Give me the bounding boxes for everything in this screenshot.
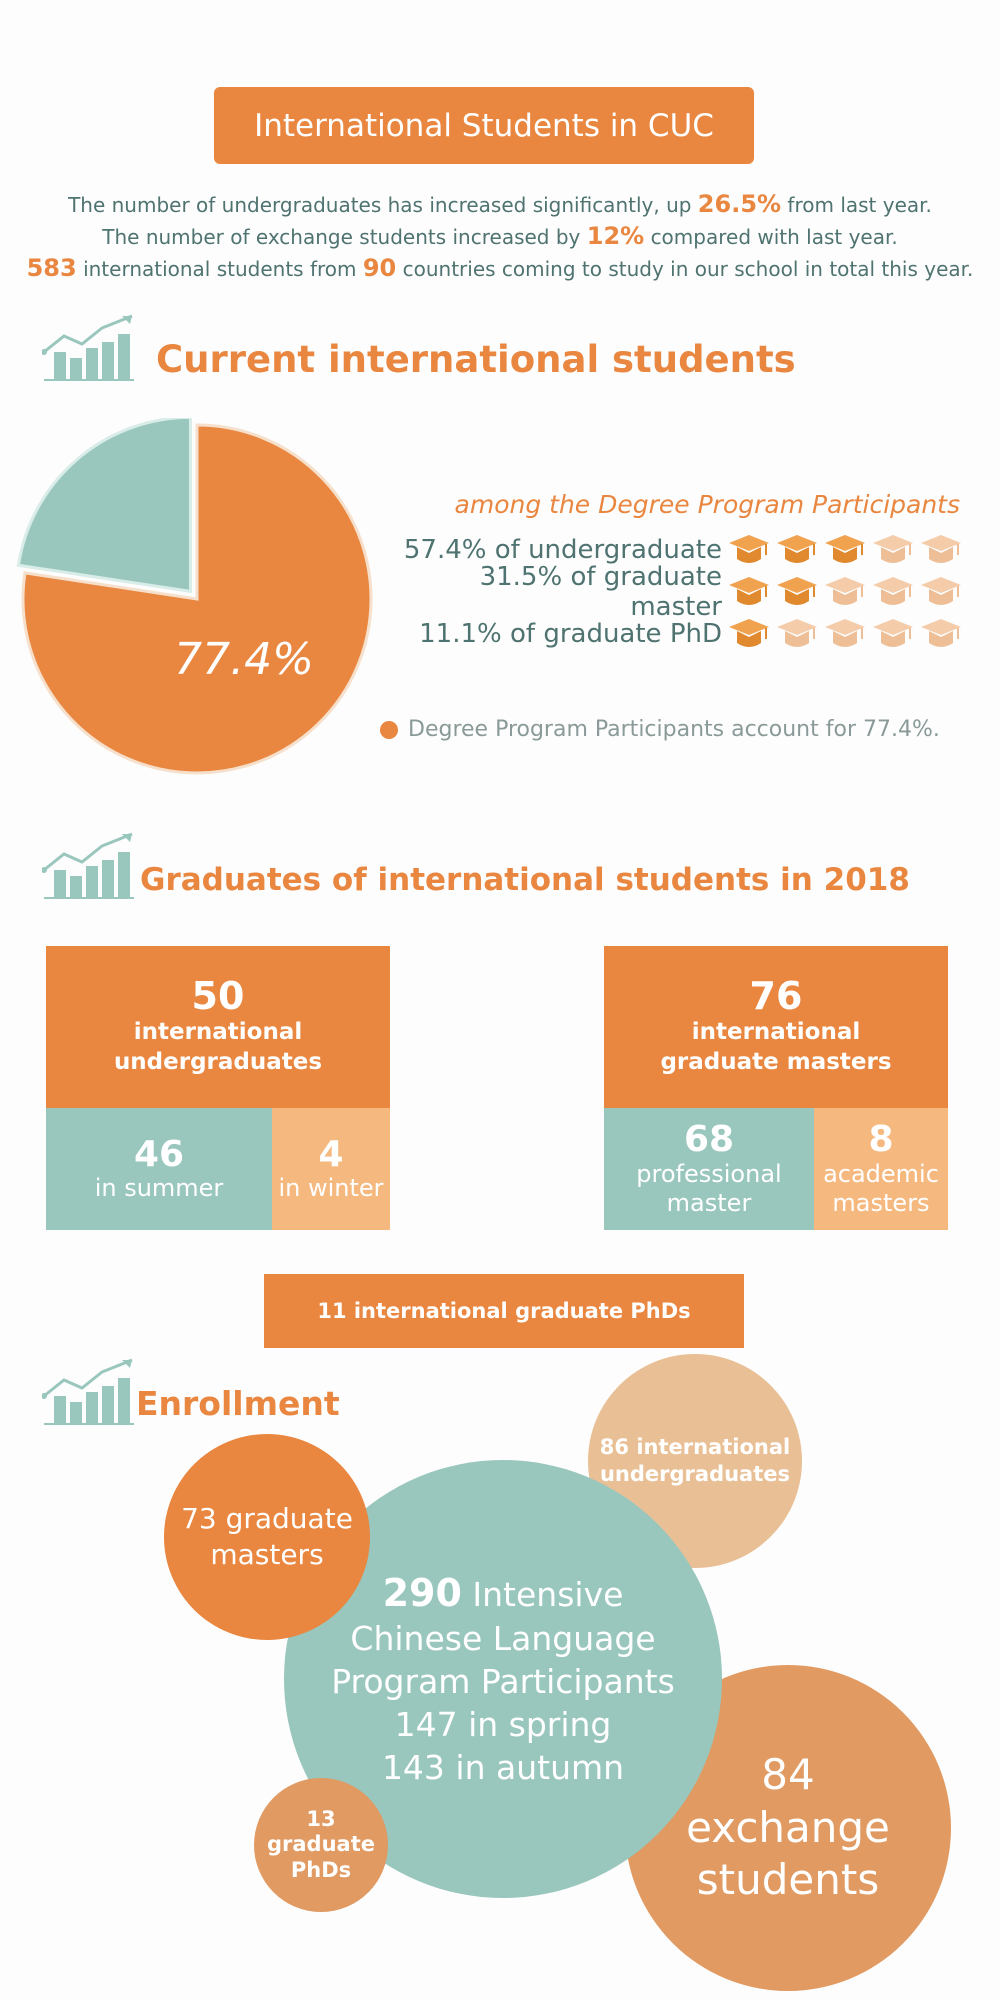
- graduation-cap-filled-icon: [728, 575, 770, 609]
- intro-text: countries coming to study in our school in total this year.: [402, 257, 974, 281]
- growth-chart-icon: [42, 830, 137, 900]
- degree-caption: among the Degree Program Participants: [454, 490, 960, 519]
- bubble-text: 73 graduate: [181, 1501, 353, 1535]
- pie-legend: [380, 717, 980, 742]
- graduation-cap-empty-icon: [872, 533, 914, 567]
- bubble-text: Program Participants: [331, 1661, 675, 1701]
- cell-label: in summer: [94, 1174, 224, 1203]
- undergrad-graduates-total: [46, 946, 390, 1108]
- section-heading-enrollment: Enrollment: [136, 1384, 340, 1423]
- bubble-text: 143 in autumn: [381, 1747, 625, 1787]
- graduation-cap-empty-icon: [776, 617, 818, 651]
- graduation-cap-filled-icon: [728, 533, 770, 567]
- intro-value: 583: [26, 254, 77, 282]
- total-number: 50: [191, 974, 245, 1019]
- bubble-text: Chinese Language: [350, 1618, 656, 1658]
- degree-row-label: 57.4% of undergraduate: [403, 535, 722, 565]
- degree-row-master: [380, 562, 980, 622]
- growth-chart-icon: [42, 312, 137, 382]
- graduation-cap-filled-icon: [824, 533, 866, 567]
- section-heading-current: Current international students: [156, 338, 796, 381]
- total-label: international: [691, 1019, 861, 1045]
- intro-line-3: [0, 254, 1000, 282]
- graduation-cap-empty-icon: [872, 617, 914, 651]
- graduation-cap-filled-icon: [776, 533, 818, 567]
- cell-label: academic: [823, 1160, 939, 1188]
- degree-row-phd: [380, 614, 980, 654]
- bubble-graduate-masters: [164, 1434, 370, 1640]
- bubble-text: undergraduates: [599, 1462, 791, 1486]
- cell-number: 4: [318, 1133, 344, 1175]
- page-title-text: International Students in CUC: [254, 107, 714, 144]
- intro-value: 90: [362, 254, 397, 282]
- graduation-cap-empty-icon: [920, 617, 962, 651]
- graduation-cap-rating: [728, 575, 962, 609]
- bubble-text: graduate: [267, 1832, 375, 1857]
- legend-text: Degree Program Participants account for 77.4%.: [408, 717, 940, 742]
- bubble-text: exchange: [686, 1802, 890, 1852]
- graduation-cap-rating: [728, 617, 962, 651]
- undergrad-winter-cell: [272, 1108, 390, 1230]
- bubble-text: PhDs: [290, 1857, 352, 1882]
- graduation-cap-empty-icon: [872, 575, 914, 609]
- bubble-number: 13: [306, 1807, 336, 1832]
- cell-label: master: [666, 1188, 752, 1217]
- graduation-cap-filled-icon: [728, 617, 770, 651]
- bubble-text: 86 international: [599, 1434, 791, 1459]
- intro-line-1: [0, 190, 1000, 218]
- cell-number: 68: [683, 1119, 735, 1161]
- bubble-text: Intensive: [472, 1574, 624, 1614]
- bubble-graduate-phds: [254, 1778, 388, 1912]
- intro-text: The number of exchange students increased by: [102, 225, 581, 249]
- total-label: graduate masters: [660, 1048, 892, 1075]
- legend-dot-icon: [380, 721, 398, 739]
- bubble-text: students: [696, 1855, 880, 1905]
- masters-graduates-total: [604, 946, 948, 1108]
- intro-text: The number of undergraduates has increased significantly, up: [68, 193, 692, 217]
- degree-row-label: 11.1% of graduate PhD: [419, 619, 722, 649]
- undergrad-summer-cell: [46, 1108, 272, 1230]
- total-label: international: [133, 1019, 303, 1045]
- page-title: [214, 87, 754, 164]
- growth-chart-icon: [42, 1356, 137, 1426]
- cell-label: professional: [636, 1160, 782, 1188]
- masters-professional-cell: [604, 1108, 814, 1230]
- intro-text: international students from: [83, 257, 357, 281]
- pie-slice-other: [18, 418, 190, 591]
- graduate-phds-text: 11 international graduate PhDs: [317, 1299, 691, 1323]
- graduation-cap-rating: [728, 533, 962, 567]
- pie-percent-label: 77.4%: [174, 634, 314, 685]
- cell-number: 8: [868, 1119, 894, 1161]
- bubble-text: [383, 1569, 624, 1618]
- graduation-cap-empty-icon: [920, 533, 962, 567]
- cell-label: masters: [832, 1188, 930, 1217]
- total-label: undergraduates: [113, 1048, 323, 1075]
- intro-value: 12%: [586, 222, 645, 250]
- section-heading-graduates: Graduates of international students in 2018: [140, 862, 910, 898]
- graduation-cap-empty-icon: [920, 575, 962, 609]
- graduation-cap-filled-icon: [776, 575, 818, 609]
- total-number: 76: [749, 974, 803, 1019]
- bubble-number: 84: [761, 1750, 815, 1800]
- graduation-cap-empty-icon: [824, 617, 866, 651]
- masters-academic-cell: [814, 1108, 948, 1230]
- intro-text: compared with last year.: [650, 225, 898, 249]
- bubble-text: 147 in spring: [394, 1704, 612, 1744]
- graduate-phds-banner: [264, 1274, 744, 1348]
- intro-text: from last year.: [787, 193, 932, 217]
- intro-value: 26.5%: [697, 190, 782, 218]
- cell-label: in winter: [278, 1174, 384, 1203]
- degree-pie-chart: [16, 418, 378, 780]
- bubble-number: 290: [382, 1570, 462, 1615]
- degree-row-label: 31.5% of graduate master: [479, 562, 722, 622]
- graduation-cap-empty-icon: [824, 575, 866, 609]
- intro-line-2: [0, 222, 1000, 250]
- cell-number: 46: [133, 1133, 185, 1175]
- bubble-text: masters: [210, 1538, 324, 1571]
